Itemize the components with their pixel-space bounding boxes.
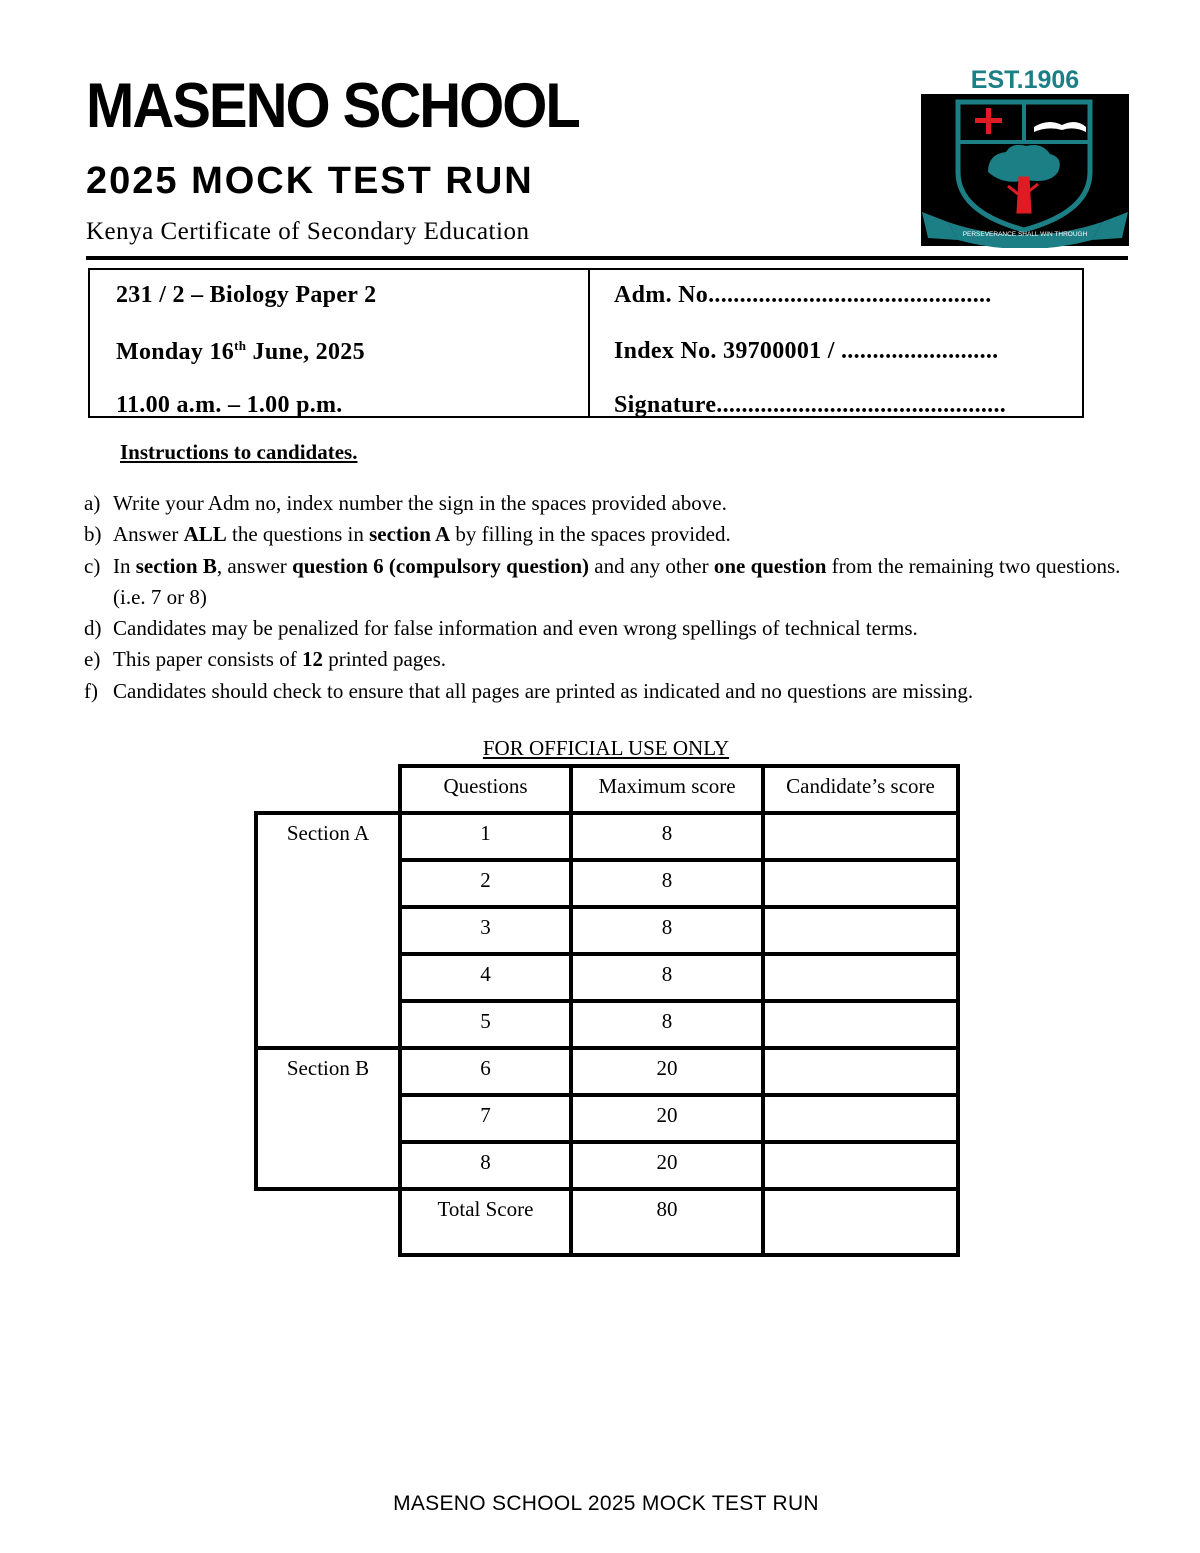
instruction-item [84, 488, 1144, 519]
exam-date: Monday 16th June, 2025 [116, 338, 365, 365]
signature-field[interactable]: Signature.............................................. [614, 392, 1007, 418]
instruction-letter: c) [84, 553, 101, 578]
paper-title: 231 / 2 – Biology Paper 2 [116, 282, 377, 308]
instruction-text: the questions in [226, 522, 370, 547]
official-use-heading: FOR OFFICIAL USE ONLY [482, 736, 730, 760]
total-max-score: 80 [571, 1189, 763, 1255]
question-number: 7 [400, 1095, 571, 1142]
max-score: 8 [571, 860, 763, 907]
question-number: 6 [400, 1048, 571, 1095]
instruction-letter: b) [84, 522, 102, 547]
instruction-text: and any other [589, 553, 714, 578]
table-row [256, 1048, 958, 1095]
column-header: Maximum score [571, 766, 763, 813]
total-row [256, 1189, 958, 1255]
school-name: MASENO SCHOOL [86, 71, 579, 142]
score-header-row [256, 766, 958, 813]
exam-title: 2025 MOCK TEST RUN [86, 160, 534, 202]
instruction-letter: f) [84, 678, 98, 703]
column-header: Candidate’s score [763, 766, 958, 813]
max-score: 8 [571, 813, 763, 860]
instruction-emphasis: 12 [301, 647, 323, 672]
instruction-emphasis: question 6 (compulsory question) [292, 553, 590, 578]
instruction-text: from the remaining two questions. (i.e. 7 or 8) [113, 553, 1121, 609]
candidate-score-cell[interactable] [763, 1095, 958, 1142]
candidate-info-box [88, 268, 1084, 418]
instruction-text: In [113, 553, 136, 578]
question-number: 3 [400, 907, 571, 954]
instruction-letter: a) [84, 491, 101, 515]
candidate-score-cell[interactable] [763, 813, 958, 860]
question-number: 2 [400, 860, 571, 907]
instructions-heading: Instructions to candidates. [120, 440, 358, 464]
column-header: Questions [400, 766, 571, 813]
max-score: 8 [571, 1001, 763, 1048]
header-rule [86, 256, 1128, 260]
candidate-score-cell[interactable] [763, 1001, 958, 1048]
instruction-text: Answer [113, 522, 184, 547]
max-score: 20 [571, 1048, 763, 1095]
max-score: 20 [571, 1095, 763, 1142]
instruction-text: Candidates should check to ensure that all pages are printed as indicated and no questions are missing. [113, 678, 974, 703]
question-number: 1 [400, 813, 571, 860]
candidate-score-cell[interactable] [763, 907, 958, 954]
instruction-item [84, 551, 1144, 614]
question-number: 4 [400, 954, 571, 1001]
instruction-letter: e) [84, 647, 101, 672]
exam-time: 11.00 a.m. – 1.00 p.m. [116, 392, 343, 418]
page-footer: MASENO SCHOOL 2025 MOCK TEST RUN [393, 1492, 819, 1515]
instruction-text: , answer [216, 553, 293, 578]
logo-est-text: EST.1906 [970, 66, 1080, 94]
certificate-title: Kenya Certificate of Secondary Education [86, 218, 530, 245]
instruction-emphasis: ALL [183, 522, 227, 547]
info-divider [588, 270, 590, 418]
instruction-emphasis: one question [713, 553, 827, 578]
max-score: 8 [571, 954, 763, 1001]
table-row [256, 813, 958, 860]
candidate-score-cell[interactable] [763, 1142, 958, 1189]
candidate-score-cell[interactable] [763, 1189, 958, 1255]
index-no-field[interactable]: Index No. 39700001 / ......................... [614, 338, 999, 364]
instruction-text: printed pages. [322, 647, 447, 672]
section-label: Section B [256, 1048, 400, 1189]
candidate-score-cell[interactable] [763, 1048, 958, 1095]
empty-corner-cell [256, 766, 400, 813]
candidate-score-cell[interactable] [763, 954, 958, 1001]
empty-foot-cell [256, 1189, 400, 1255]
instruction-item [84, 613, 1144, 644]
max-score: 20 [571, 1142, 763, 1189]
school-crest-logo [918, 62, 1132, 248]
instruction-item [84, 519, 1144, 550]
instruction-item [84, 644, 1144, 675]
logo-motto-text: PERSEVERANCE SHALL WIN THROUGH [962, 231, 1088, 238]
candidate-score-cell[interactable] [763, 860, 958, 907]
instructions-list [84, 488, 1144, 707]
section-label: Section A [256, 813, 400, 1048]
instruction-text: Candidates may be penalized for false information and even wrong spellings of technical terms. [113, 616, 918, 641]
adm-no-field[interactable]: Adm. No............................................. [614, 282, 992, 308]
total-score-label: Total Score [400, 1189, 571, 1255]
score-table [254, 764, 960, 1257]
instruction-emphasis: section B [135, 553, 217, 578]
instruction-item [84, 676, 1144, 707]
question-number: 8 [400, 1142, 571, 1189]
instruction-text: by filling in the spaces provided. [450, 522, 731, 547]
question-number: 5 [400, 1001, 571, 1048]
instruction-letter: d) [84, 616, 102, 641]
instruction-text: This paper consists of [113, 647, 302, 672]
instruction-text: Write your Adm no, index number the sign in the spaces provided above. [113, 491, 727, 515]
max-score: 8 [571, 907, 763, 954]
instruction-emphasis: section A [369, 522, 451, 547]
